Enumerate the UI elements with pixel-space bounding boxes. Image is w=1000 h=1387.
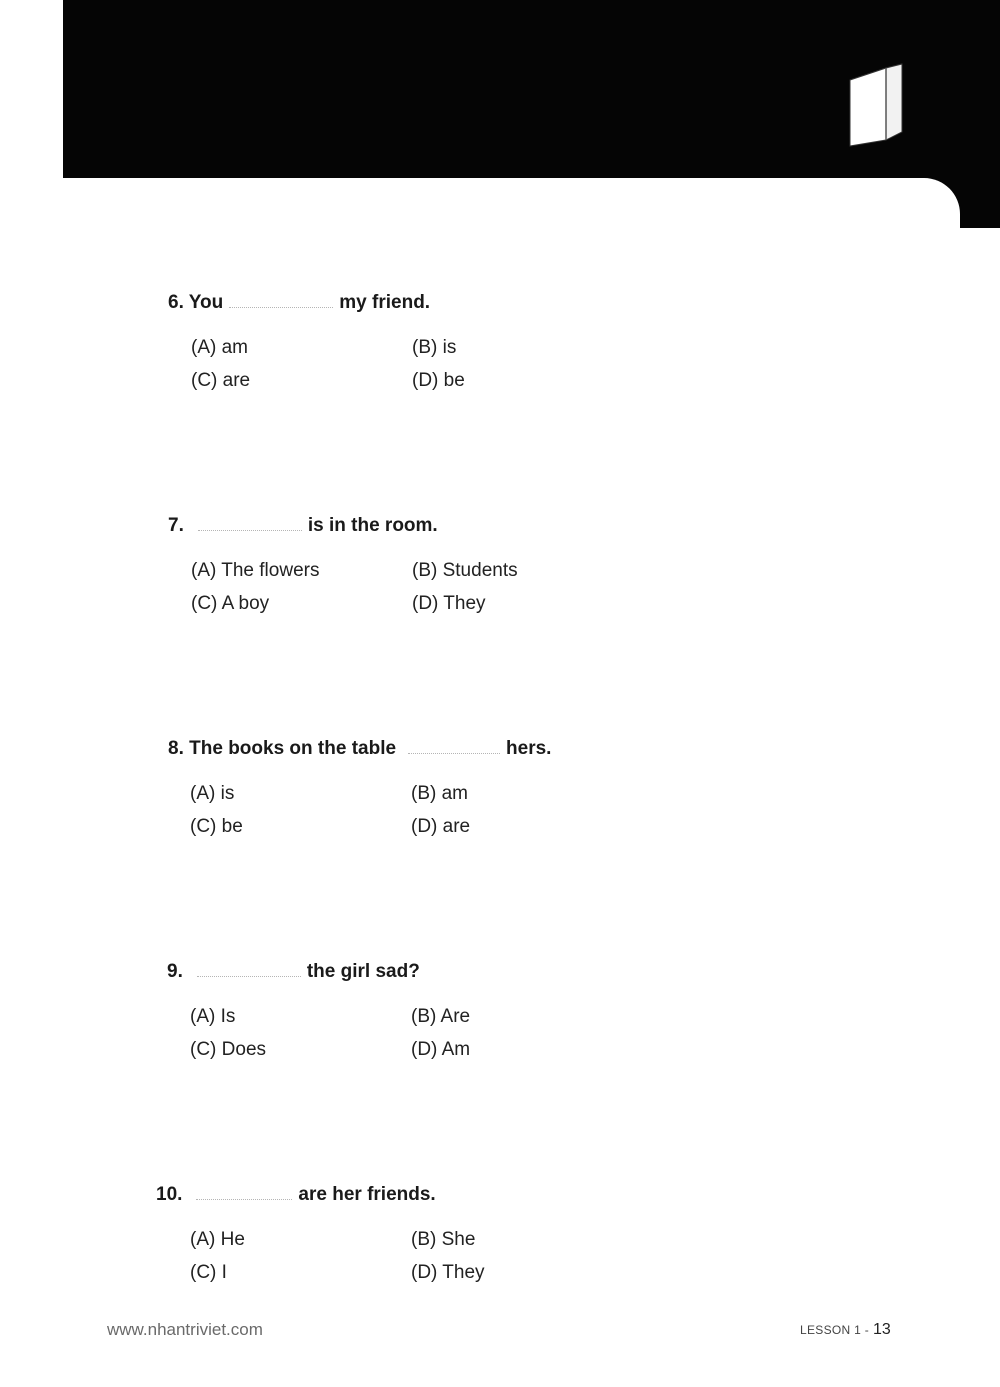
option-a[interactable]: (A) He xyxy=(190,1229,245,1250)
question-text-after: are her friends. xyxy=(298,1184,436,1205)
question-stem xyxy=(168,292,430,314)
question-number: 8. xyxy=(168,738,184,759)
question-stem xyxy=(168,738,551,760)
option-a[interactable]: (A) am xyxy=(191,337,248,358)
question-text-after: my friend. xyxy=(339,292,431,313)
question-stem xyxy=(168,515,438,537)
page-number: 13 xyxy=(873,1321,891,1338)
question-number: 10. xyxy=(156,1184,183,1205)
option-b[interactable]: (B) am xyxy=(411,783,468,804)
option-d[interactable]: (D) They xyxy=(411,1262,485,1283)
option-c[interactable]: (C) be xyxy=(190,816,243,837)
option-b[interactable]: (B) is xyxy=(412,337,457,358)
option-d[interactable]: (D) be xyxy=(412,370,465,391)
book-icon xyxy=(846,62,906,148)
question-number: 6. xyxy=(168,292,184,313)
option-d[interactable]: (D) They xyxy=(412,593,486,614)
option-b[interactable]: (B) Are xyxy=(411,1006,471,1027)
option-b[interactable]: (B) Students xyxy=(412,560,518,581)
answer-blank xyxy=(229,306,333,308)
option-c[interactable]: (C) A boy xyxy=(191,593,270,614)
option-d[interactable]: (D) Am xyxy=(411,1039,471,1060)
option-d[interactable]: (D) are xyxy=(411,816,471,837)
option-b[interactable]: (B) She xyxy=(411,1229,476,1250)
question-number: 9. xyxy=(167,961,183,982)
option-c[interactable]: (C) are xyxy=(191,370,251,391)
answer-blank xyxy=(198,529,302,531)
footer-website: www.nhantriviet.com xyxy=(107,1320,263,1339)
question-text-after: the girl sad? xyxy=(306,961,420,982)
question-text-after: is in the room. xyxy=(307,515,438,536)
question-text-before: The books on the table xyxy=(189,738,397,759)
answer-blank xyxy=(408,752,500,754)
answer-blank xyxy=(197,975,301,977)
footer-lesson: LESSON 1 - xyxy=(800,1323,870,1337)
question-stem xyxy=(156,1184,436,1206)
header-curve xyxy=(63,178,960,238)
option-a[interactable]: (A) is xyxy=(190,783,235,804)
question-number: 7. xyxy=(168,515,184,536)
question-text-after: hers. xyxy=(506,738,552,759)
option-a[interactable]: (A) Is xyxy=(190,1006,236,1027)
option-c[interactable]: (C) I xyxy=(190,1262,227,1283)
option-c[interactable]: (C) Does xyxy=(190,1039,267,1060)
answer-blank xyxy=(196,1198,292,1200)
question-stem xyxy=(167,961,420,983)
option-a[interactable]: (A) The flowers xyxy=(191,560,320,581)
question-text-before: You xyxy=(188,292,224,313)
